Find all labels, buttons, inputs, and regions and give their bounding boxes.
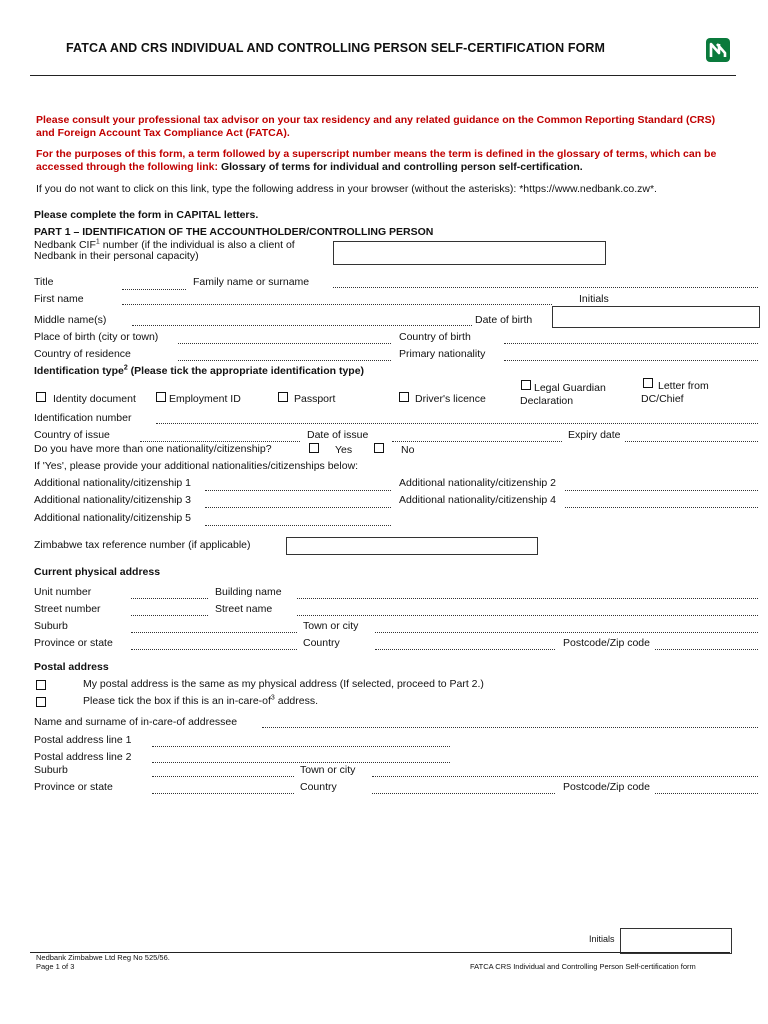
postal-address-heading: Postal address (34, 661, 109, 673)
middle-names-label: Middle name(s) (34, 314, 107, 326)
url-note: If you do not want to click on this link, type the following address in your browser (without the asterisks): *https://www.nedbank.co.zw*. (36, 183, 657, 195)
same-as-physical-checkbox[interactable] (36, 680, 46, 690)
country-of-issue-field[interactable] (140, 441, 300, 442)
street-number-label: Street number (34, 603, 101, 615)
middle-names-field[interactable] (132, 325, 472, 326)
additional-nationality-4-field[interactable] (565, 507, 758, 508)
tax-advisor-notice: Please consult your professional tax advisor on your tax residency and any related guidance on the Common Reporting Standard (CRS) and Foreign Account Tax Compliance Act (FATCA). (36, 114, 716, 139)
postal-province-label: Province or state (34, 781, 113, 793)
postal-postcode-field[interactable] (655, 793, 758, 794)
province-label: Province or state (34, 637, 113, 649)
glossary-notice-text: For the purposes of this form, a term followed by a superscript number means the term is defined in the glossary of terms, which can be accessed through the following link: (36, 148, 717, 173)
glossary-period: . (579, 160, 583, 173)
postal-province-field[interactable] (152, 793, 294, 794)
building-name-label: Building name (215, 586, 282, 598)
street-name-label: Street name (215, 603, 273, 615)
nedbank-logo-icon (706, 38, 730, 62)
identity-document-checkbox[interactable] (36, 392, 46, 402)
in-care-name-label: Name and surname of in-care-of addressee (34, 716, 238, 728)
in-care-of-label-b: address. (274, 695, 319, 707)
primary-nationality-field[interactable] (504, 360, 758, 361)
town-label: Town or city (303, 620, 359, 632)
footer-initials-input[interactable] (620, 928, 732, 954)
id-number-field[interactable] (156, 423, 758, 424)
legal-guardian-label (520, 382, 606, 407)
cif-label-b: number (if the individual is also a client of (99, 239, 295, 251)
first-name-field[interactable] (122, 304, 552, 305)
letter-from-label-a: Letter from (658, 380, 709, 392)
additional-nationality-4-label: Additional nationality/citizenship 4 (399, 494, 557, 506)
building-name-field[interactable] (297, 598, 758, 599)
date-of-birth-input[interactable] (552, 306, 760, 328)
capital-letters-note: Please complete the form in CAPITAL letters. (34, 209, 259, 221)
country-of-birth-field[interactable] (504, 343, 758, 344)
form-title: FATCA AND CRS INDIVIDUAL AND CONTROLLING PERSON SELF-CERTIFICATION FORM (66, 41, 606, 55)
family-name-field[interactable] (333, 287, 758, 288)
in-care-of-label (83, 695, 318, 707)
drivers-licence-label: Driver's licence (415, 393, 486, 405)
in-care-of-checkbox[interactable] (36, 697, 46, 707)
date-of-issue-label: Date of issue (307, 429, 369, 441)
in-care-of-sup: 3 (270, 694, 275, 702)
postal-town-label: Town or city (300, 764, 356, 776)
employment-id-label: Employment ID (169, 393, 241, 405)
id-type-heading (34, 365, 364, 377)
cif-label-a: Nedbank CIF (34, 239, 96, 251)
passport-checkbox[interactable] (278, 392, 288, 402)
street-name-field[interactable] (297, 615, 758, 616)
if-yes-note: If 'Yes', please provide your additional nationalities/citizenships below: (34, 460, 359, 472)
header-rule (30, 75, 736, 76)
multi-nationality-no-checkbox[interactable] (374, 443, 384, 453)
id-number-label: Identification number (34, 412, 132, 424)
place-of-birth-label: Place of birth (city or town) (34, 331, 159, 343)
additional-nationality-5-field[interactable] (205, 525, 391, 526)
additional-nationality-2-label: Additional nationality/citizenship 2 (399, 477, 557, 489)
expiry-date-label: Expiry date (568, 429, 621, 441)
title-label: Title (34, 276, 54, 288)
cif-sup: 1 (95, 238, 100, 246)
postcode-label: Postcode/Zip code (563, 637, 650, 649)
additional-nationality-5-label: Additional nationality/citizenship 5 (34, 512, 192, 524)
postal-line1-field[interactable] (152, 746, 450, 747)
postal-country-field[interactable] (372, 793, 555, 794)
physical-address-heading: Current physical address (34, 566, 161, 578)
place-of-birth-field[interactable] (178, 343, 391, 344)
country-of-residence-label: Country of residence (34, 348, 131, 360)
date-of-birth-label: Date of birth (475, 314, 533, 326)
unit-number-label: Unit number (34, 586, 92, 598)
page-number: Page 1 of 3 (36, 962, 75, 971)
suburb-label: Suburb (34, 620, 68, 632)
postal-town-field[interactable] (372, 776, 758, 777)
postal-suburb-field[interactable] (152, 776, 294, 777)
id-type-heading-b: (Please tick the appropriate identification type) (127, 365, 365, 377)
postal-suburb-label: Suburb (34, 764, 68, 776)
cif-number-input[interactable] (333, 241, 606, 265)
glossary-link[interactable]: Glossary of terms for individual and controlling person self-certification (220, 160, 580, 173)
initials-label: Initials (579, 293, 609, 305)
glossary-notice (36, 148, 736, 173)
postal-line2-label: Postal address line 2 (34, 751, 132, 763)
postcode-field[interactable] (655, 649, 758, 650)
town-field[interactable] (375, 632, 758, 633)
first-name-label: First name (34, 293, 84, 305)
in-care-name-field[interactable] (262, 727, 758, 728)
company-registration: Nedbank Zimbabwe Ltd Reg No 525/56. (36, 953, 170, 962)
footer-form-name: FATCA CRS Individual and Controlling Person Self-certification form (470, 962, 696, 971)
zim-tax-input[interactable] (286, 537, 538, 555)
in-care-of-label-a: Please tick the box if this is an in-care-of (83, 695, 271, 707)
country-of-residence-field[interactable] (178, 360, 391, 361)
postal-line1-label: Postal address line 1 (34, 734, 132, 746)
suburb-field[interactable] (131, 632, 297, 633)
expiry-date-field[interactable] (625, 441, 758, 442)
letter-from-label-b: DC/Chief (641, 392, 684, 405)
province-field[interactable] (131, 649, 297, 650)
additional-nationality-2-field[interactable] (565, 490, 758, 491)
title-field[interactable] (122, 289, 186, 290)
additional-nationality-3-label: Additional nationality/citizenship 3 (34, 494, 192, 506)
footer-initials-label: Initials (589, 934, 615, 944)
multi-nationality-yes-checkbox[interactable] (309, 443, 319, 453)
passport-label: Passport (294, 393, 336, 405)
drivers-licence-checkbox[interactable] (399, 392, 409, 402)
employment-id-checkbox[interactable] (156, 392, 166, 402)
date-of-issue-field[interactable] (392, 441, 562, 442)
same-as-physical-label: My postal address is the same as my physical address (If selected, proceed to Part 2.) (83, 678, 484, 690)
country-of-issue-label: Country of issue (34, 429, 110, 441)
id-type-sup: 2 (123, 364, 128, 372)
additional-nationality-1-label: Additional nationality/citizenship 1 (34, 477, 192, 489)
legal-guardian-label-b: Declaration (520, 394, 574, 407)
zim-tax-label: Zimbabwe tax reference number (if applicable) (34, 539, 251, 551)
country-label: Country (303, 637, 340, 649)
postal-line2-field[interactable] (152, 762, 450, 763)
unit-number-field[interactable] (131, 598, 208, 599)
country-field[interactable] (375, 649, 555, 650)
multi-nationality-no-label: No (401, 444, 415, 456)
country-of-birth-label: Country of birth (399, 331, 471, 343)
identity-document-label: Identity document (53, 393, 136, 405)
multi-nationality-yes-label: Yes (335, 444, 353, 456)
postal-postcode-label: Postcode/Zip code (563, 781, 650, 793)
additional-nationality-1-field[interactable] (205, 490, 391, 491)
cif-label (34, 240, 295, 262)
postal-country-label: Country (300, 781, 337, 793)
multi-nationality-question: Do you have more than one nationality/citizenship? (34, 443, 272, 455)
street-number-field[interactable] (131, 615, 208, 616)
legal-guardian-label-a: Legal Guardian (534, 382, 606, 394)
primary-nationality-label: Primary nationality (399, 348, 486, 360)
family-name-label: Family name or surname (193, 276, 310, 288)
cif-label-c: Nedbank in their personal capacity) (34, 250, 199, 262)
id-type-heading-a: Identification type (34, 365, 124, 377)
letter-from-label (641, 380, 709, 405)
part1-heading: PART 1 – IDENTIFICATION OF THE ACCOUNTHOLDER/CONTROLLING PERSON (34, 226, 434, 238)
additional-nationality-3-field[interactable] (205, 507, 391, 508)
